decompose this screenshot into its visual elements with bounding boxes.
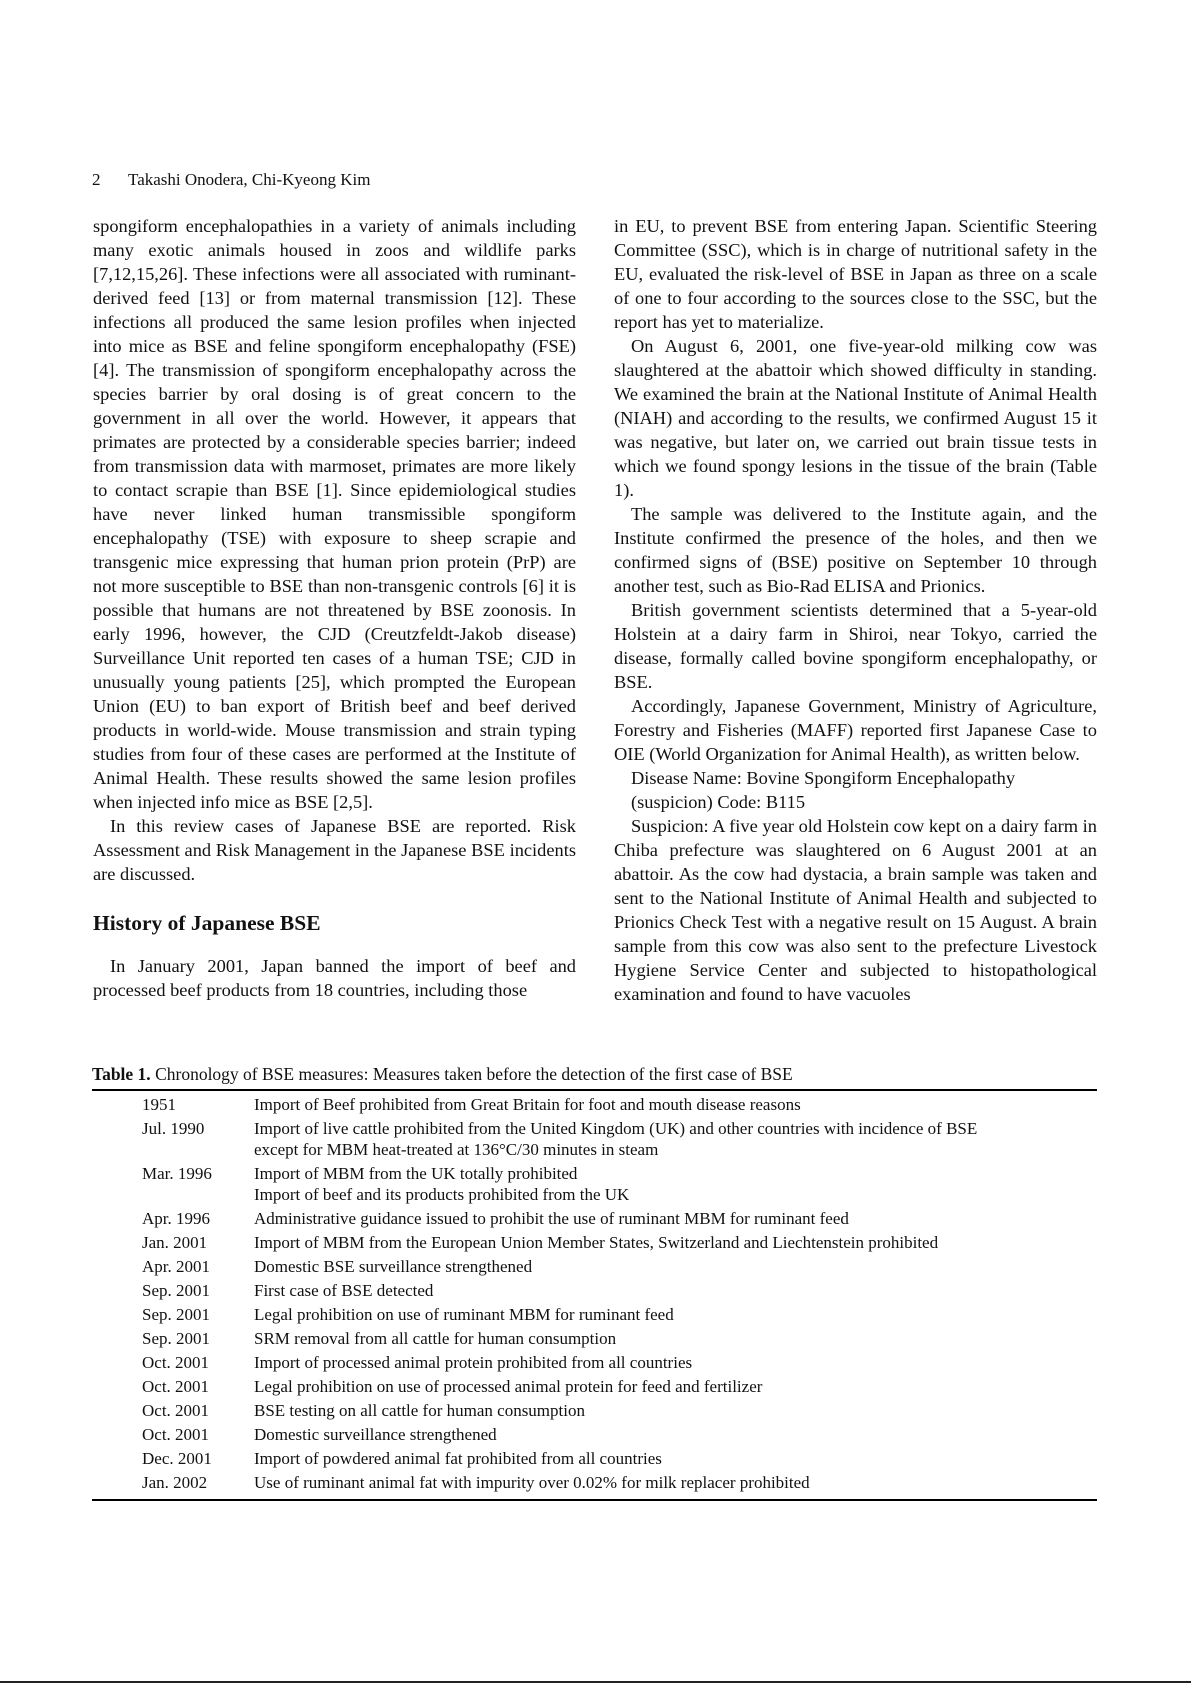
page-number: 2 (92, 170, 101, 189)
table-cell-measure (240, 1301, 1097, 1325)
table-cell-measure-line: Import of powdered animal fat prohibited from all countries (254, 1449, 662, 1468)
table-row (92, 1469, 1097, 1500)
table-cell-date: Dec. 2001 (142, 1449, 212, 1468)
table-cell-date: Sep. 2001 (142, 1305, 210, 1324)
table-caption-text: Chronology of BSE measures: Measures taken before the detection of the first case of BSE (155, 1064, 793, 1084)
table-cell-measure-line: SRM removal from all cattle for human consumption (254, 1329, 617, 1348)
right-paragraph-6: Suspicion: A five year old Holstein cow kept on a dairy farm in Chiba prefecture was slaughtered on 6 August 2001 at an abattoir. As the cow had dystacia, a brain sample was taken and sent to the National Institute of Animal Health and subjected to Prionics Check Test with a negative result on 15 August. A brain sample from this cow was also sent to the prefecture Livestock Hygiene Service Center and subjected to histopathological examination and found to have vacuoles (614, 816, 1097, 1004)
table-cell-measure (240, 1325, 1097, 1349)
running-header-authors: Takashi Onodera, Chi-Kyeong Kim (128, 170, 371, 189)
table-row (92, 1373, 1097, 1397)
table-row (92, 1349, 1097, 1373)
table-cell-date: Apr. 1996 (142, 1209, 210, 1228)
table-row (92, 1090, 1097, 1115)
table-cell-measure (240, 1115, 1097, 1160)
table-cell-measure-line: BSE testing on all cattle for human consumption (254, 1401, 585, 1420)
chronology-table (92, 1089, 1097, 1501)
table-cell-measure (240, 1469, 1097, 1500)
table-cell-measure (240, 1349, 1097, 1373)
table-cell-measure-line: First case of BSE detected (254, 1281, 434, 1300)
table-cell-measure (240, 1421, 1097, 1445)
table-cell-date: Apr. 2001 (142, 1257, 210, 1276)
table-row (92, 1160, 1097, 1205)
table-cell-date: Jul. 1990 (142, 1119, 205, 1138)
table-1 (92, 1064, 1097, 1501)
running-header (92, 170, 370, 190)
table-cell-measure (240, 1229, 1097, 1253)
table-cell-measure (240, 1445, 1097, 1469)
table-cell-date: Jan. 2001 (142, 1233, 208, 1252)
table-row (92, 1325, 1097, 1349)
table-row (92, 1115, 1097, 1160)
page-bottom-edge (0, 1681, 1191, 1683)
right-paragraph-3: The sample was delivered to the Institute again, and the Institute confirmed the presence of the holes, and then we confirmed signs of (BSE) positive on September 10 through another test, such as Bio-Rad ELISA and Prionics. (614, 504, 1097, 596)
left-paragraph-1: spongiform encephalopathies in a variety of animals including many exotic animals housed in zoos and wildlife parks [7,12,15,26]. These infections were all associated with ruminant-derived feed [13] or from maternal transmission [12]. These infections all produced the same lesion profiles when injected into mice as BSE and feline spongiform encephalopathy (FSE) [4]. The transmission of spongiform encephalopathy across the species barrier by oral dosing is of great concern to the government in all over the world. However, it appears that primates are protected by a considerable species barrier; indeed from transmission data with marmoset, primates are more likely to contact scrapie than BSE [1]. Since epidemiological studies have never linked human transmissible spongiform encephalopathy (TSE) with exposure to sheep scrapie and transgenic mice expressing that human prion protein (PrP) are not more susceptible to BSE than non-transgenic controls [6] it is possible that humans are not threatened by BSE zoonosis. In early 1996, however, the CJD (Creutzfeldt-Jakob disease) Surveillance Unit reported ten cases of a human TSE; CJD in unusually young patients [25], which prompted the European Union (EU) to ban export of British beef and beef derived products in world-wide. Mouse transmission and strain typing studies from four of these cases are performed at the Institute of Animal Health. These results showed the same lesion profiles when injected info mice as BSE [2,5]. (93, 216, 576, 812)
table-cell-date: Sep. 2001 (142, 1329, 210, 1348)
right-paragraph-5: Accordingly, Japanese Government, Ministry of Agriculture, Forestry and Fisheries (MAFF) reported first Japanese Case to OIE (World Organization for Animal Health), as written below. (614, 696, 1097, 764)
left-column (93, 214, 576, 1002)
table-cell-date: Jan. 2002 (142, 1473, 208, 1492)
table-cell-measure-line: except for MBM heat-treated at 136°C/30 minutes in steam (254, 1140, 659, 1159)
right-paragraph-1: in EU, to prevent BSE from entering Japan. Scientific Steering Committee (SSC), which is in charge of nutritional safety in the EU, evaluated the risk-level of BSE in Japan as three on a scale of one to four according to the sources close to the SSC, but the report has yet to materialize. (614, 216, 1097, 332)
right-paragraph-2: On August 6, 2001, one five-year-old milking cow was slaughtered at the abattoir which showed difficulty in standing. We examined the brain at the National Institute of Animal Health (NIAH) and according to the results, we confirmed August 15 it was negative, but later on, we carried out brain tissue tests in which we found spongy lesions in the tissue of the brain (Table 1). (614, 336, 1097, 500)
table-cell-measure-line: Import of processed animal protein prohibited from all countries (254, 1353, 693, 1372)
table-cell-measure (240, 1277, 1097, 1301)
left-paragraph-2: In this review cases of Japanese BSE are reported. Risk Assessment and Risk Management in the Japanese BSE incidents are discussed. (93, 816, 576, 884)
section-heading: History of Japanese BSE (93, 911, 321, 935)
table-cell-measure-line: Legal prohibition on use of ruminant MBM for ruminant feed (254, 1305, 674, 1324)
table-row (92, 1445, 1097, 1469)
table-cell-measure (240, 1373, 1097, 1397)
table-cell-measure-line: Import of live cattle prohibited from the United Kingdom (UK) and other countries with incidence of BSE (254, 1119, 978, 1138)
table-caption-label: Table 1. (92, 1064, 151, 1084)
table-cell-date: Oct. 2001 (142, 1425, 210, 1444)
table-cell-measure-line: Import of beef and its products prohibited from the UK (254, 1185, 630, 1204)
table-row (92, 1277, 1097, 1301)
table-cell-date: 1951 (142, 1095, 176, 1114)
left-paragraph-3: In January 2001, Japan banned the import of beef and processed beef products from 18 countries, including those (93, 956, 576, 1000)
table-cell-measure-line: Legal prohibition on use of processed animal protein for feed and fertilizer (254, 1377, 763, 1396)
table-row (92, 1301, 1097, 1325)
table-cell-measure (240, 1090, 1097, 1115)
disease-name-line: Disease Name: Bovine Spongiform Encephalopathy (631, 768, 1016, 788)
table-cell-measure (240, 1160, 1097, 1205)
table-cell-measure-line: Import of Beef prohibited from Great Britain for foot and mouth disease reasons (254, 1095, 801, 1114)
table-row (92, 1397, 1097, 1421)
table-cell-measure-line: Administrative guidance issued to prohibit the use of ruminant MBM for ruminant feed (254, 1209, 849, 1228)
table-row (92, 1205, 1097, 1229)
disease-code-line: (suspicion) Code: B115 (631, 792, 806, 812)
table-row (92, 1229, 1097, 1253)
table-cell-measure-line: Import of MBM from the European Union Member States, Switzerland and Liechtenstein prohibited (254, 1233, 939, 1252)
table-cell-measure-line: Use of ruminant animal fat with impurity over 0.02% for milk replacer prohibited (254, 1473, 810, 1492)
table-cell-measure-line: Import of MBM from the UK totally prohibited (254, 1164, 578, 1183)
table-cell-measure-line: Domestic surveillance strengthened (254, 1425, 497, 1444)
table-cell-date: Oct. 2001 (142, 1377, 210, 1396)
table-cell-date: Sep. 2001 (142, 1281, 210, 1300)
table-row (92, 1421, 1097, 1445)
table-cell-date: Mar. 1996 (142, 1164, 212, 1183)
table-cell-measure (240, 1205, 1097, 1229)
table-cell-date: Oct. 2001 (142, 1401, 210, 1420)
right-column (614, 214, 1097, 1006)
right-paragraph-4: British government scientists determined that a 5-year-old Holstein at a dairy farm in Shiroi, near Tokyo, carried the disease, formally called bovine spongiform encephalopathy, or BSE. (614, 600, 1097, 692)
table-cell-measure-line: Domestic BSE surveillance strengthened (254, 1257, 533, 1276)
table-cell-date: Oct. 2001 (142, 1353, 210, 1372)
table-cell-measure (240, 1253, 1097, 1277)
table-row (92, 1253, 1097, 1277)
table-caption (92, 1064, 1097, 1085)
table-cell-measure (240, 1397, 1097, 1421)
